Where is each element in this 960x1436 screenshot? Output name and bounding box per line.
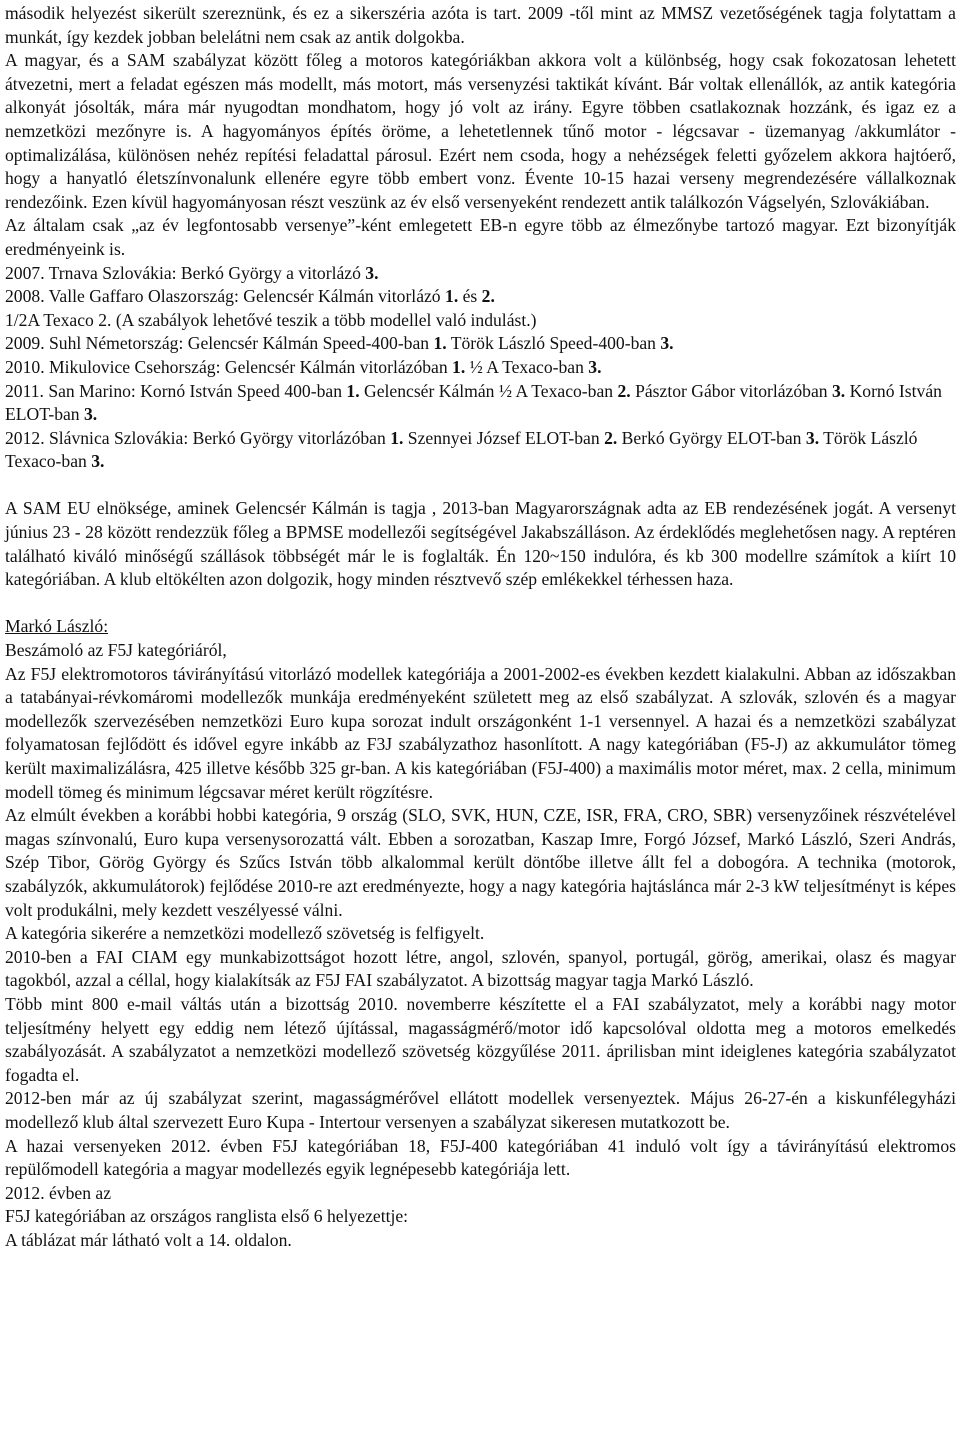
result-2009: 2009. Suhl Németország: Gelencsér Kálmán Speed-400-ban 1. Török László Speed-400-ban 3. bbox=[5, 333, 674, 354]
blank-line bbox=[5, 474, 956, 498]
result-2011: 2011. San Marino: Kornó István Speed 400-ban 1. Gelencsér Kálmán ½ A Texaco-ban 2. Pásztor Gábor vitorlázóban 3. Kornó István ELOT-ban 3. bbox=[5, 380, 942, 425]
report-paragraph-8: 2012. évben az bbox=[5, 1182, 112, 1203]
report-paragraph-7: A hazai versenyeken 2012. évben F5J kategóriában 18, F5J-400 kategóriában 41 induló volt így a távirányítású elektromos repülőmodell kategória a magyar modellezés egyik legnépesebb kategóriája lett. bbox=[5, 1135, 956, 1180]
result-2008-texaco: 1/2A Texaco 2. (A szabályok lehetővé teszik a több modellel való indulást.) bbox=[5, 309, 537, 330]
report-paragraph-1: Az F5J elektromotoros távirányítású vitorlázó modellek kategóriája a 2001-2002-es években kezdett kialakulni. Abban az időszakban a tatabányai-révkomáromi modellezők munkája eredményeként született meg az első szabályzat. A szlovák, szlovén és a magyar modellezők szervezésében nemzetközi Euro kupa sorozat indult országonként 1-1 versennyel. A hazai és a nemzetközi szabályzat folyamatosan fejlődött és idővel egyre inkább az F3J szabályzathoz hasonlított. A nagy kategóriában (F5-J) az akkumulátor tömeg került maximalizálásra, 425 illetve később 325 gr-ban. A kis kategóriában (F5J-400) a maximális motor méret, max. 2 cella, minimum modell tömeg és minimum légcsavar méret került rögzítésre. bbox=[5, 663, 956, 802]
intro-paragraph-1: második helyezést sikerült szereznünk, és ez a sikerszéria azóta is tart. 2009 -től mint az MMSZ vezetőségének tagja folytattam a munkát, így kezdek jobban belelátni nem csak az antik dolgokba. bbox=[5, 3, 956, 47]
report-title: Beszámoló az F5J kategóriáról, bbox=[5, 640, 227, 661]
result-2012: 2012. Slávnica Szlovákia: Berkó György vitorlázóban 1. Szennyei József ELOT-ban 2. Berkó György ELOT-ban 3. Török László Texaco-ban 3. bbox=[5, 427, 918, 472]
author-heading bbox=[5, 615, 956, 639]
report-paragraph-4: 2010-ben a FAI CIAM egy munkabizottságot hozott létre, angol, szlovén, spanyol, portugál, görög, amerikai, olasz és magyar tagokból, azzal a céllal, hogy kialakítsák az F5J FAI szabályzatot. A bizottság magyar tagja Markó László. bbox=[5, 946, 956, 991]
report-paragraph-6: 2012-ben már az új szabályzat szerint, magasságmérővel ellátott modellek versenyeztek. Május 26-27-én a kiskunfélegyházi modellező klub által szervezett Euro Kupa - Intertour versenyen a szabályzat sikeresen mutatkozott be. bbox=[5, 1088, 956, 1132]
intro-paragraph-3: Az általam csak „az év legfontosabb versenye”-ként emlegetett EB-n egyre több az élmezőnybe tartozó magyar. Ezt bizonyítják eredményeink is. bbox=[5, 215, 956, 259]
result-2008: 2008. Valle Gaffaro Olaszország: Gelencsér Kálmán vitorlázó 1. és 2. bbox=[5, 286, 495, 307]
blank-line bbox=[5, 592, 956, 616]
results-list bbox=[5, 262, 956, 474]
author-name: Markó László: bbox=[5, 616, 109, 637]
report-paragraph-10: A táblázat már látható volt a 14. oldalon. bbox=[5, 1229, 292, 1250]
intro-paragraph-2: A magyar, és a SAM szabályzat között főleg a motoros kategóriákban akkora volt a különbség, hogy csak fokozatosan lehetett átvezetni, mert a feladat egészen más modellt, más motort, más versenyzési taktikát kívánt. Bár voltak ellenállók, az antik kategória alkonyát jósolták, mára már nyugodtan mondhatom, hogy jó volt az irány. Egyre többen csatlakoznak hozzánk, és igaz ez a nemzetközi mezőnyre is. A hagyományos építés öröme, a lehetetlennek tűnő motor - légcsavar - üzemanyag /akkumlátor - optimalizálása, különösen nehéz repítési feladattal párosul. Ezért nem csoda, hogy a nehézségek feletti győzelem akkora hajtóerő, hogy a hanyatló életszínvonalunk ellenére egyre több embert vonz. Évente 10-15 hazai verseny megrendezésére vállalkoznak rendezőink. Ezen kívül hagyományosan részt veszünk az év első versenyeként rendezett antik találkozón Vágselyén, Szlovákiában. bbox=[5, 50, 956, 212]
report-paragraph-9: F5J kategóriában az országos ranglista első 6 helyezettje: bbox=[5, 1206, 409, 1227]
report-paragraph-2: Az elmúlt években a korábbi hobbi kategória, 9 ország (SLO, SVK, HUN, CZE, ISR, FRA, CRO, SBR) versenyzőinek részvételével magas színvonalú, Euro kupa versenysorozattá vált. Ebben a sorozatban, Kaszap Imre, Forgó József, Markó László, Szeri András, Szép Tibor, Görög György és Szűcs István több alkalommal került döntőbe illetve állt fel a dobogóra. A technika (motorok, szabályzók, akkumulátorok) fejlődése 2010-re azt eredményezte, hogy a nagy kategória hajtáslánca már 2-3 kW teljesítményt is képes volt produkálni, mely kezdett veszélyessé válni. bbox=[5, 805, 956, 920]
report-paragraph-5: Több mint 800 e-mail váltás után a bizottság 2010. novemberre készítette el a FAI szabályzatot, mely a korábbi nagy motor teljesítmény helyett egy eddig nem létező újítással, magasságmérő/motor idő kapcsolóval oldotta meg a motoros emelkedés szabályozását. A szabályzatot a nemzetközi modellező szövetség közgyűlése 2011. áprilisban mint ideiglenes kategória szabályzatot fogadta el. bbox=[5, 993, 956, 1085]
result-2007: 2007. Trnava Szlovákia: Berkó György a vitorlázó 3. bbox=[5, 262, 379, 283]
report-paragraph-3: A kategória sikerére a nemzetközi modellező szövetség is felfigyelt. bbox=[5, 923, 485, 944]
eb-paragraph: A SAM EU elnöksége, aminek Gelencsér Kálmán is tagja , 2013-ban Magyarországnak adta az EB rendezésének jogát. A versenyt június 23 - 28 között rendezzük főleg a BPMSE modellezői segítségével Jakabszálláson. Az érdeklődés meglehetősen nagy. A reptéren található kiváló minőségű szállások többségét már le is foglalták. Én 120~150 indulóra, és kb 300 modellre számítok a kiírt 10 kategóriában. A klub eltökélten azon dolgozik, hogy minden résztvevő szép emlékekkel térhessen haza. bbox=[5, 498, 956, 590]
result-2010: 2010. Mikulovice Csehország: Gelencsér Kálmán vitorlázóban 1. ½ A Texaco-ban 3. bbox=[5, 356, 602, 377]
